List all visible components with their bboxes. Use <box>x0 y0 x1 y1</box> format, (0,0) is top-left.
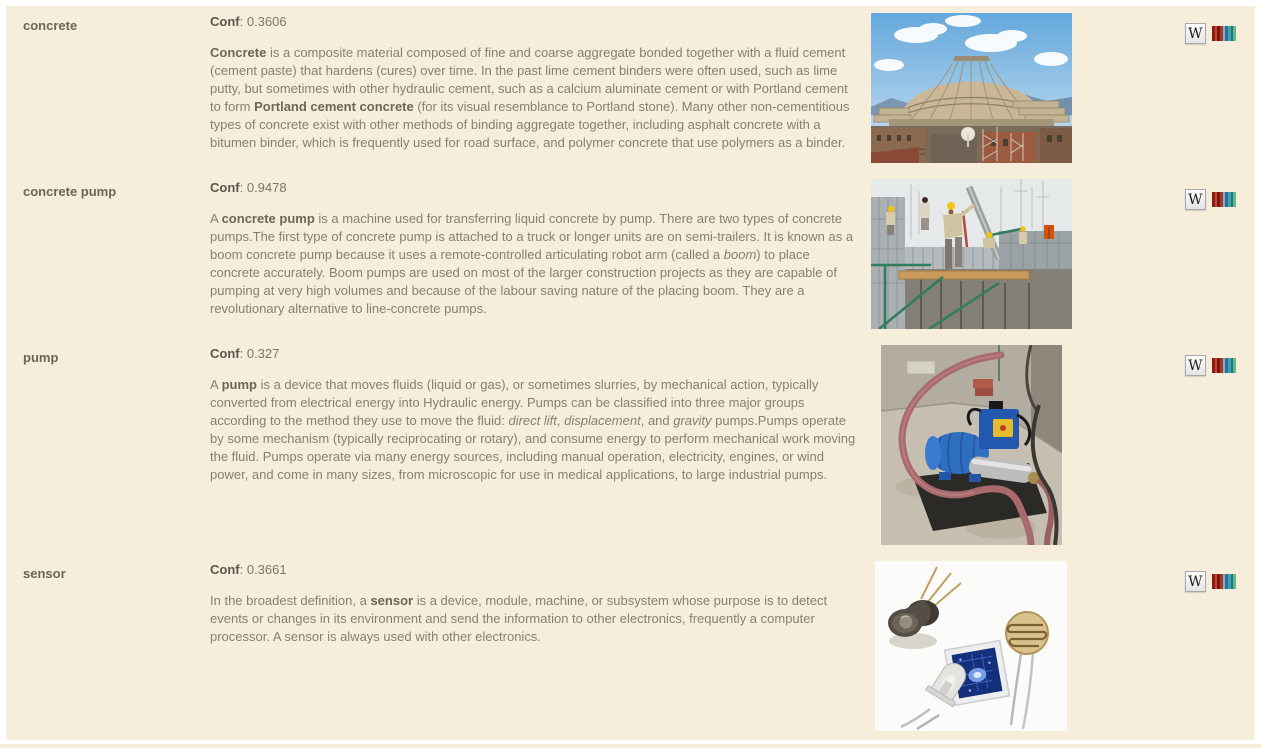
description-text: A pump is a device that moves fluids (liquid or gas), or sometimes slurries, by mechanical action, typically converted from electrical energy into Hydraulic energy. Pumps can be classified into three major groups according to the method they use to move the fluid: direct lift, displacement, and gravity pumps.Pumps operate by some mechanism (typically reciprocating or rotary), and consume energy to perform mechanical work moving the fluid. Pumps operate via many energy sources, including manual operation, electricity, engines, or wind power, and come in many sizes, from microscopic for use in medical applications, to large industrial pumps. <box>210 377 856 482</box>
term-label: sensor <box>23 566 66 581</box>
babelnet-link-icon[interactable] <box>1212 358 1236 373</box>
confidence-line <box>210 345 856 363</box>
description-text: A concrete pump is a machine used for transferring liquid concrete by pump. There are two types of concrete pumps.The first type of concrete pump is attached to a truck or longer units are on semi-trailers. It is known as a boom concrete pump because it uses a remote-controlled articulating robot arm (called a boom) to place concrete accurately. Boom pumps are used on most of the larger construction projects as they are capable of pumping at very high volumes and because of the labour saving nature of the placing boom. They are a revolutionary alternative to line-concrete pumps. <box>210 211 854 316</box>
conf-value: 0.3661 <box>246 562 287 577</box>
pump-image <box>881 345 1062 545</box>
conf-value: 0.3606 <box>246 14 287 29</box>
wikipedia-link-icon[interactable] <box>1185 23 1206 44</box>
result-row-sensor <box>23 561 1255 731</box>
description-text: Concrete is a composite material composed of fine and coarse aggregate bonded together with a fluid cement (cement paste) that hardens (cures) over time. In the past lime cement binders were often used, such as lime putty, but sometimes with other hydraulic cement, such as a calcium aluminate cement or with Portland cement to form Portland cement concrete (for its visual resemblance to Portland stone). Many other non-cementitious types of concrete exist with other methods of binding aggregate together, including asphalt concrete with a bitumen binder, which is frequently used for road surface, and polymer concrete that use polymers as a binder. <box>210 45 850 150</box>
babelnet-link-icon[interactable] <box>1212 26 1236 41</box>
result-row-concrete <box>23 13 1255 163</box>
wikipedia-link-icon[interactable] <box>1185 571 1206 592</box>
wikipedia-w-glyph: W <box>1188 191 1203 208</box>
conf-value: 0.9478 <box>246 180 287 195</box>
result-row-pump <box>23 345 1255 545</box>
conf-separator: : <box>239 180 247 195</box>
conf-separator: : <box>239 14 247 29</box>
footer-band <box>0 744 1261 748</box>
results-panel <box>6 6 1255 740</box>
wikipedia-link-icon[interactable] <box>1185 189 1206 210</box>
babelnet-link-icon[interactable] <box>1212 192 1236 207</box>
result-row-concrete-pump <box>23 179 1255 329</box>
conf-label: Conf <box>210 346 240 361</box>
conf-separator: : <box>239 346 247 361</box>
babelnet-link-icon[interactable] <box>1212 574 1236 589</box>
conf-label: Conf <box>210 562 240 577</box>
term-label: concrete <box>23 18 78 33</box>
conf-label: Conf <box>210 14 240 29</box>
wikipedia-w-glyph: W <box>1188 357 1203 374</box>
concrete-pump-image <box>871 179 1072 329</box>
confidence-line <box>210 13 856 31</box>
concrete-image <box>871 13 1072 163</box>
description-text: In the broadest definition, a sensor is a device, module, machine, or subsystem whose purpose is to detect events or changes in its environment and send the information to other electronics, frequently a computer processor. A sensor is always used with other electronics. <box>210 593 828 644</box>
conf-label: Conf <box>210 180 240 195</box>
conf-value: 0.327 <box>246 346 280 361</box>
confidence-line <box>210 179 856 197</box>
wikipedia-w-glyph: W <box>1188 573 1203 590</box>
wikipedia-w-glyph: W <box>1188 25 1203 42</box>
term-label: concrete pump <box>23 184 117 199</box>
confidence-line <box>210 561 856 579</box>
conf-separator: : <box>239 562 247 577</box>
sensor-image <box>875 561 1067 731</box>
wikipedia-link-icon[interactable] <box>1185 355 1206 376</box>
term-label: pump <box>23 350 59 365</box>
